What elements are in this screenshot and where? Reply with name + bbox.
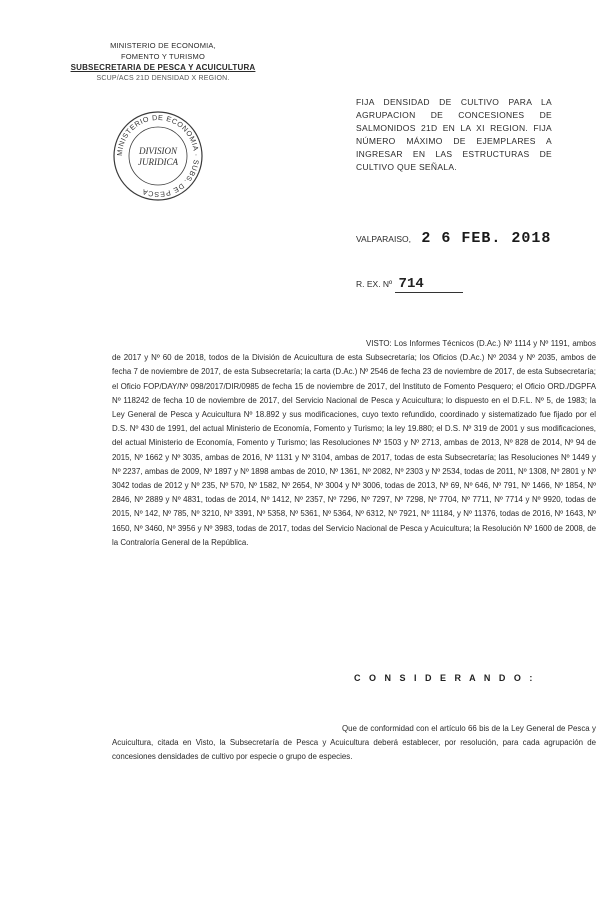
visto-paragraph: VISTO: Los Informes Técnicos (D.Ac.) Nº 1114 y Nº 1191, ambos de 2017 y Nº 60 de 2018, todos de la División de Acuicultura de esta Subsecretaría; los Oficios (D.Ac.) Nº 2034 y Nº 2035, ambos de fecha 7 de noviembre de 2017, de esta Subsecretaría; la carta (D.Ac.) Nº 2546 de fecha 23 de noviembre de 2017, de esta Subsecretaría; el Oficio FOP/DAY/Nº 098/2017/DIR/0985 de fecha 15 de noviembre de 2017, del Instituto de Fomento Pesquero; el Oficio ORD./DGPFA Nº 118242 de fecha 10 de noviembre de 2017, del Servicio Nacional de Pesca y Acuicultura; lo dispuesto en el D.F.L. Nº 5, de 1983; la Ley General de Pesca y Acuicultura Nº 18.892 y sus modificaciones, cuyo texto refundido, coordinado y sistematizado fue fijado por el D.S. Nº 430 de 1991, del actual Ministerio de Economía, Fomento y Turismo; la ley 19.880; el D.S. Nº 319 de 2001 y sus modificaciones, del actual Ministerio de Economía, Fomento y Turismo; las Resoluciones Nº 1503 y Nº 2713, ambas de 2013, Nº 828 de 2014, Nº 94 de 2015, Nº 1662 y Nº 3035, ambas de 2016, Nº 1131 y Nº 3104, ambas de 2017, todas de esta Subsecretaría; las Resoluciones Nº 1449 y Nº 2237, ambas de 2009, Nº 1897 y Nº 1898 ambas de 2010, Nº 1361, Nº 2082, Nº 2303 y Nº 2534, todas de 2011, Nº 1308, Nº 2801 y Nº 3042 todas de 2012 y Nº 235, Nº 570, Nº 1582, Nº 2654, Nº 3004 y Nº 3006, todas de 2013, Nº 69, Nº 646, Nº 791, Nº 1466, Nº 1854, Nº 2846, Nº 2889 y Nº 4831, todas de 2014, Nº 1412, Nº 2357, Nº 7296, Nº 7297, Nº 7298, Nº 7704, Nº 7711, Nº 7714 y Nº 9920, todas de 2015, Nº 142, Nº 785, Nº 3210, Nº 3391, Nº 5358, Nº 5361, Nº 5364, Nº 6312, Nº 7921, Nº 11184, y Nº 11376, todas de 2016, Nº 1643, Nº 1650, Nº 3460, Nº 3956 y Nº 3983, todas de 2017, todas del Servicio Nacional de Pesca y Acuicultura; la Resolución Nº 1600 de 2008, de la Contraloría General de la República. xyxy=(112,339,597,547)
ministry-line-2: FOMENTO Y TURISMO xyxy=(120,52,206,61)
dateline xyxy=(356,230,551,247)
resolution-number xyxy=(356,276,463,293)
resolution-value: 714 xyxy=(395,276,463,293)
reference-code: SCUP/ACS 21D DENSIDAD X REGION. xyxy=(96,75,230,82)
place-label: VALPARAISO, xyxy=(356,234,411,244)
resolution-label: R. EX. Nº xyxy=(356,279,393,289)
division-juridica-seal xyxy=(110,108,206,204)
seal-center-line-1: DIVISION xyxy=(139,146,177,156)
date-stamp: 2 6 FEB. 2018 xyxy=(421,230,552,247)
considerando-paragraph-1: Que de conformidad con el artículo 66 bis de la Ley General de Pesca y Acuicultura, citada en Visto, la Subsecretaría de Pesca y Acuicultura deberá establecer, por resolución, para cada agrupación de concesiones densidades de cultivo por especie o grupo de especies. xyxy=(112,724,596,762)
seal-ring-text: MINISTERIO DE ECONOMIA · SUBS. DE PESCA xyxy=(114,112,202,200)
seal-center-line-2: JURIDICA xyxy=(138,157,178,167)
subsecretaria-line: SUBSECRETARIA DE PESCA Y ACUICULTURA xyxy=(70,63,256,72)
ministry-line: MINISTERIO DE ECONOMIA, xyxy=(110,41,216,50)
letterhead xyxy=(58,40,268,84)
considerando-heading: C O N S I D E R A N D O : xyxy=(354,673,536,683)
document-title: FIJA DENSIDAD DE CULTIVO PARA LA AGRUPACION DE CONCESIONES DE SALMONIDOS 21D EN LA XI REGION. FIJA NÚMERO MÁXIMO DE EJEMPLARES A INGRESAR EN LAS ESTRUCTURAS DE CULTIVO QUE SEÑALA. xyxy=(356,97,552,172)
